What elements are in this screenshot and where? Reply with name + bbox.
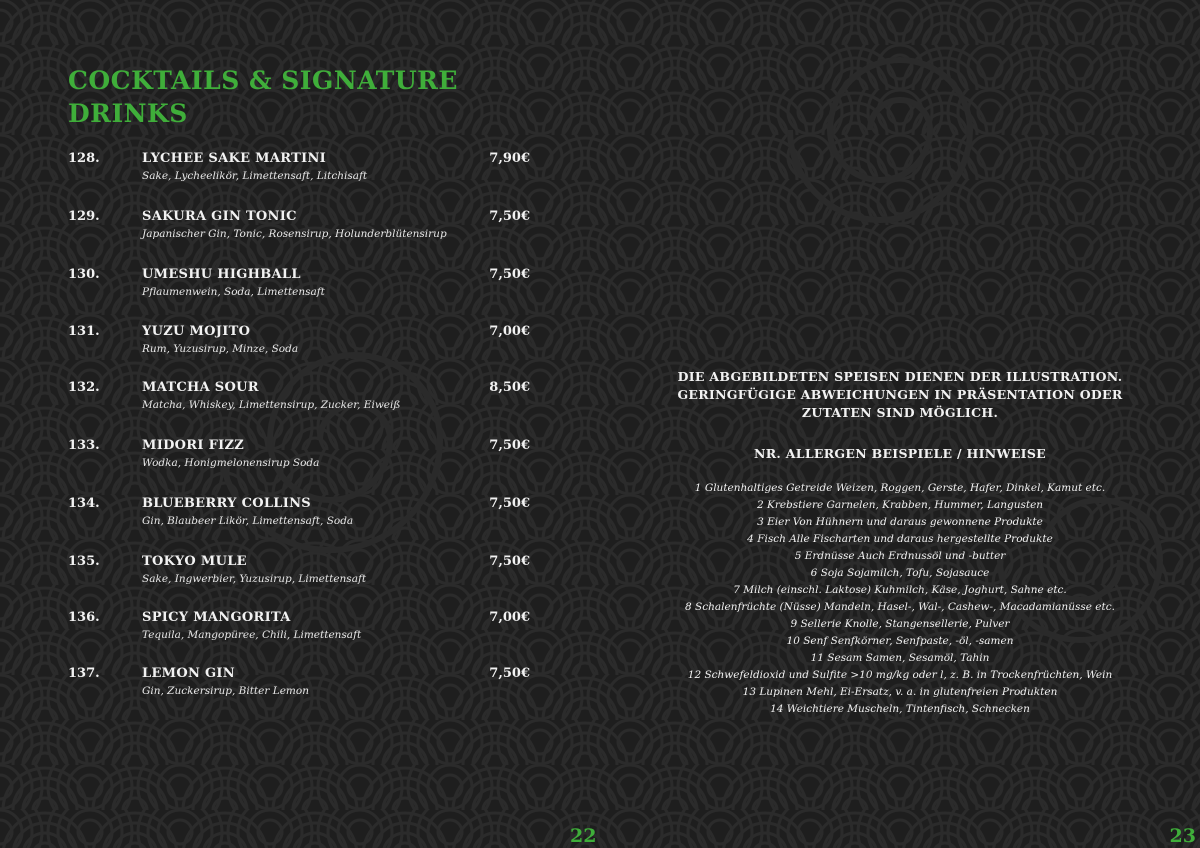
allergen-item: 7 Milch (einschl. Laktose) Kuhmilch, Käse, Joghurt, Sahne etc.: [733, 584, 1067, 596]
allergen-item: 6 Soja Sojamilch, Tofu, Sojasauce: [810, 567, 990, 579]
item-name: BLUEBERRY COLLINS: [142, 496, 311, 511]
item-price: 7,50€: [489, 209, 530, 224]
allergen-item: 3 Eier Von Hühnern und daraus gewonnene Produkte: [757, 516, 1043, 528]
allergen-item: 8 Schalenfrüchte (Nüsse) Mandeln, Hasel-, Wal-, Cashew-, Macadamianüsse etc.: [685, 601, 1115, 613]
page-number: 22: [570, 825, 597, 847]
allergen-item: 9 Sellerie Knolle, Stangensellerie, Pulver: [790, 618, 1010, 630]
item-price: 7,00€: [489, 610, 530, 625]
item-price: 7,50€: [489, 438, 530, 453]
item-number: 132.: [68, 380, 100, 395]
item-name: UMESHU HIGHBALL: [142, 267, 301, 282]
allergen-item: 1 Glutenhaltiges Getreide Weizen, Roggen, Gerste, Hafer, Dinkel, Kamut etc.: [694, 482, 1106, 494]
illustration-notice: [660, 368, 1140, 422]
item-number: 133.: [68, 438, 100, 453]
allergen-heading: NR. ALLERGEN BEISPIELE / HINWEISE: [754, 446, 1046, 461]
item-number: 128.: [68, 151, 100, 166]
item-name: MATCHA SOUR: [142, 380, 259, 395]
item-description: Gin, Zuckersirup, Bitter Lemon: [142, 685, 309, 697]
allergen-item: 4 Fisch Alle Fischarten und daraus hergestellte Produkte: [747, 533, 1053, 545]
item-name: SAKURA GIN TONIC: [142, 209, 297, 224]
item-price: 7,50€: [489, 554, 530, 569]
notice-line: DIE ABGEBILDETEN SPEISEN DIENEN DER ILLUSTRATION.: [677, 369, 1123, 384]
item-description: Rum, Yuzusirup, Minze, Soda: [142, 343, 299, 355]
allergen-item: 12 Schwefeldioxid und Sulfite >10 mg/kg oder l, z. B. in Trockenfrüchten, Wein: [687, 669, 1113, 681]
item-description: Sake, Lycheelikör, Limettensaft, Litchisaft: [142, 170, 368, 182]
item-name: YUZU MOJITO: [142, 324, 251, 339]
allergen-item: 14 Weichtiere Muscheln, Tintenfisch, Schnecken: [770, 703, 1030, 715]
item-price: 8,50€: [489, 380, 530, 395]
item-number: 129.: [68, 209, 100, 224]
allergen-item: 11 Sesam Samen, Sesamöl, Tahin: [810, 652, 990, 664]
item-name: LEMON GIN: [142, 666, 235, 681]
item-description: Tequila, Mangopüree, Chili, Limettensaft: [142, 629, 362, 641]
allergen-list: [640, 480, 1160, 718]
item-name: TOKYO MULE: [142, 554, 247, 569]
item-number: 136.: [68, 610, 100, 625]
item-number: 134.: [68, 496, 100, 511]
item-price: 7,90€: [489, 151, 530, 166]
notice-line: ZUTATEN SIND MÖGLICH.: [801, 405, 999, 420]
notice-line: GERINGFÜGIGE ABWEICHUNGEN IN PRÄSENTATION ODER: [677, 387, 1123, 402]
item-price: 7,50€: [489, 496, 530, 511]
allergen-item: 5 Erdnüsse Auch Erdnussöl und -butter: [794, 550, 1006, 562]
item-number: 131.: [68, 324, 100, 339]
item-number: 137.: [68, 666, 100, 681]
item-name: LYCHEE SAKE MARTINI: [142, 151, 327, 166]
section-title: COCKTAILS & SIGNATURE DRINKS: [68, 66, 458, 128]
item-number: 135.: [68, 554, 100, 569]
item-description: Matcha, Whiskey, Limettensirup, Zucker, Eiweiß: [142, 399, 401, 411]
item-price: 7,00€: [489, 324, 530, 339]
item-price: 7,50€: [489, 666, 530, 681]
item-name: MIDORI FIZZ: [142, 438, 245, 453]
item-description: Sake, Ingwerbier, Yuzusirup, Limettensaft: [142, 573, 367, 585]
item-price: 7,50€: [489, 267, 530, 282]
item-description: Pflaumenwein, Soda, Limettensaft: [142, 286, 325, 298]
item-description: Wodka, Honigmelonensirup Soda: [142, 457, 320, 469]
item-description: Gin, Blaubeer Likör, Limettensaft, Soda: [142, 515, 354, 527]
page-number: 23: [1169, 825, 1196, 847]
item-name: SPICY MANGORITA: [142, 610, 291, 625]
right-page: [600, 0, 1200, 848]
item-description: Japanischer Gin, Tonic, Rosensirup, Holunderblütensirup: [142, 228, 447, 240]
allergen-item: 2 Krebstiere Garnelen, Krabben, Hummer, Langusten: [756, 499, 1044, 511]
allergen-item: 13 Lupinen Mehl, Ei-Ersatz, v. a. in glutenfreien Produkten: [742, 686, 1058, 698]
item-number: 130.: [68, 267, 100, 282]
allergen-item: 10 Senf Senfkörner, Senfpaste, -öl, -samen: [786, 635, 1014, 647]
